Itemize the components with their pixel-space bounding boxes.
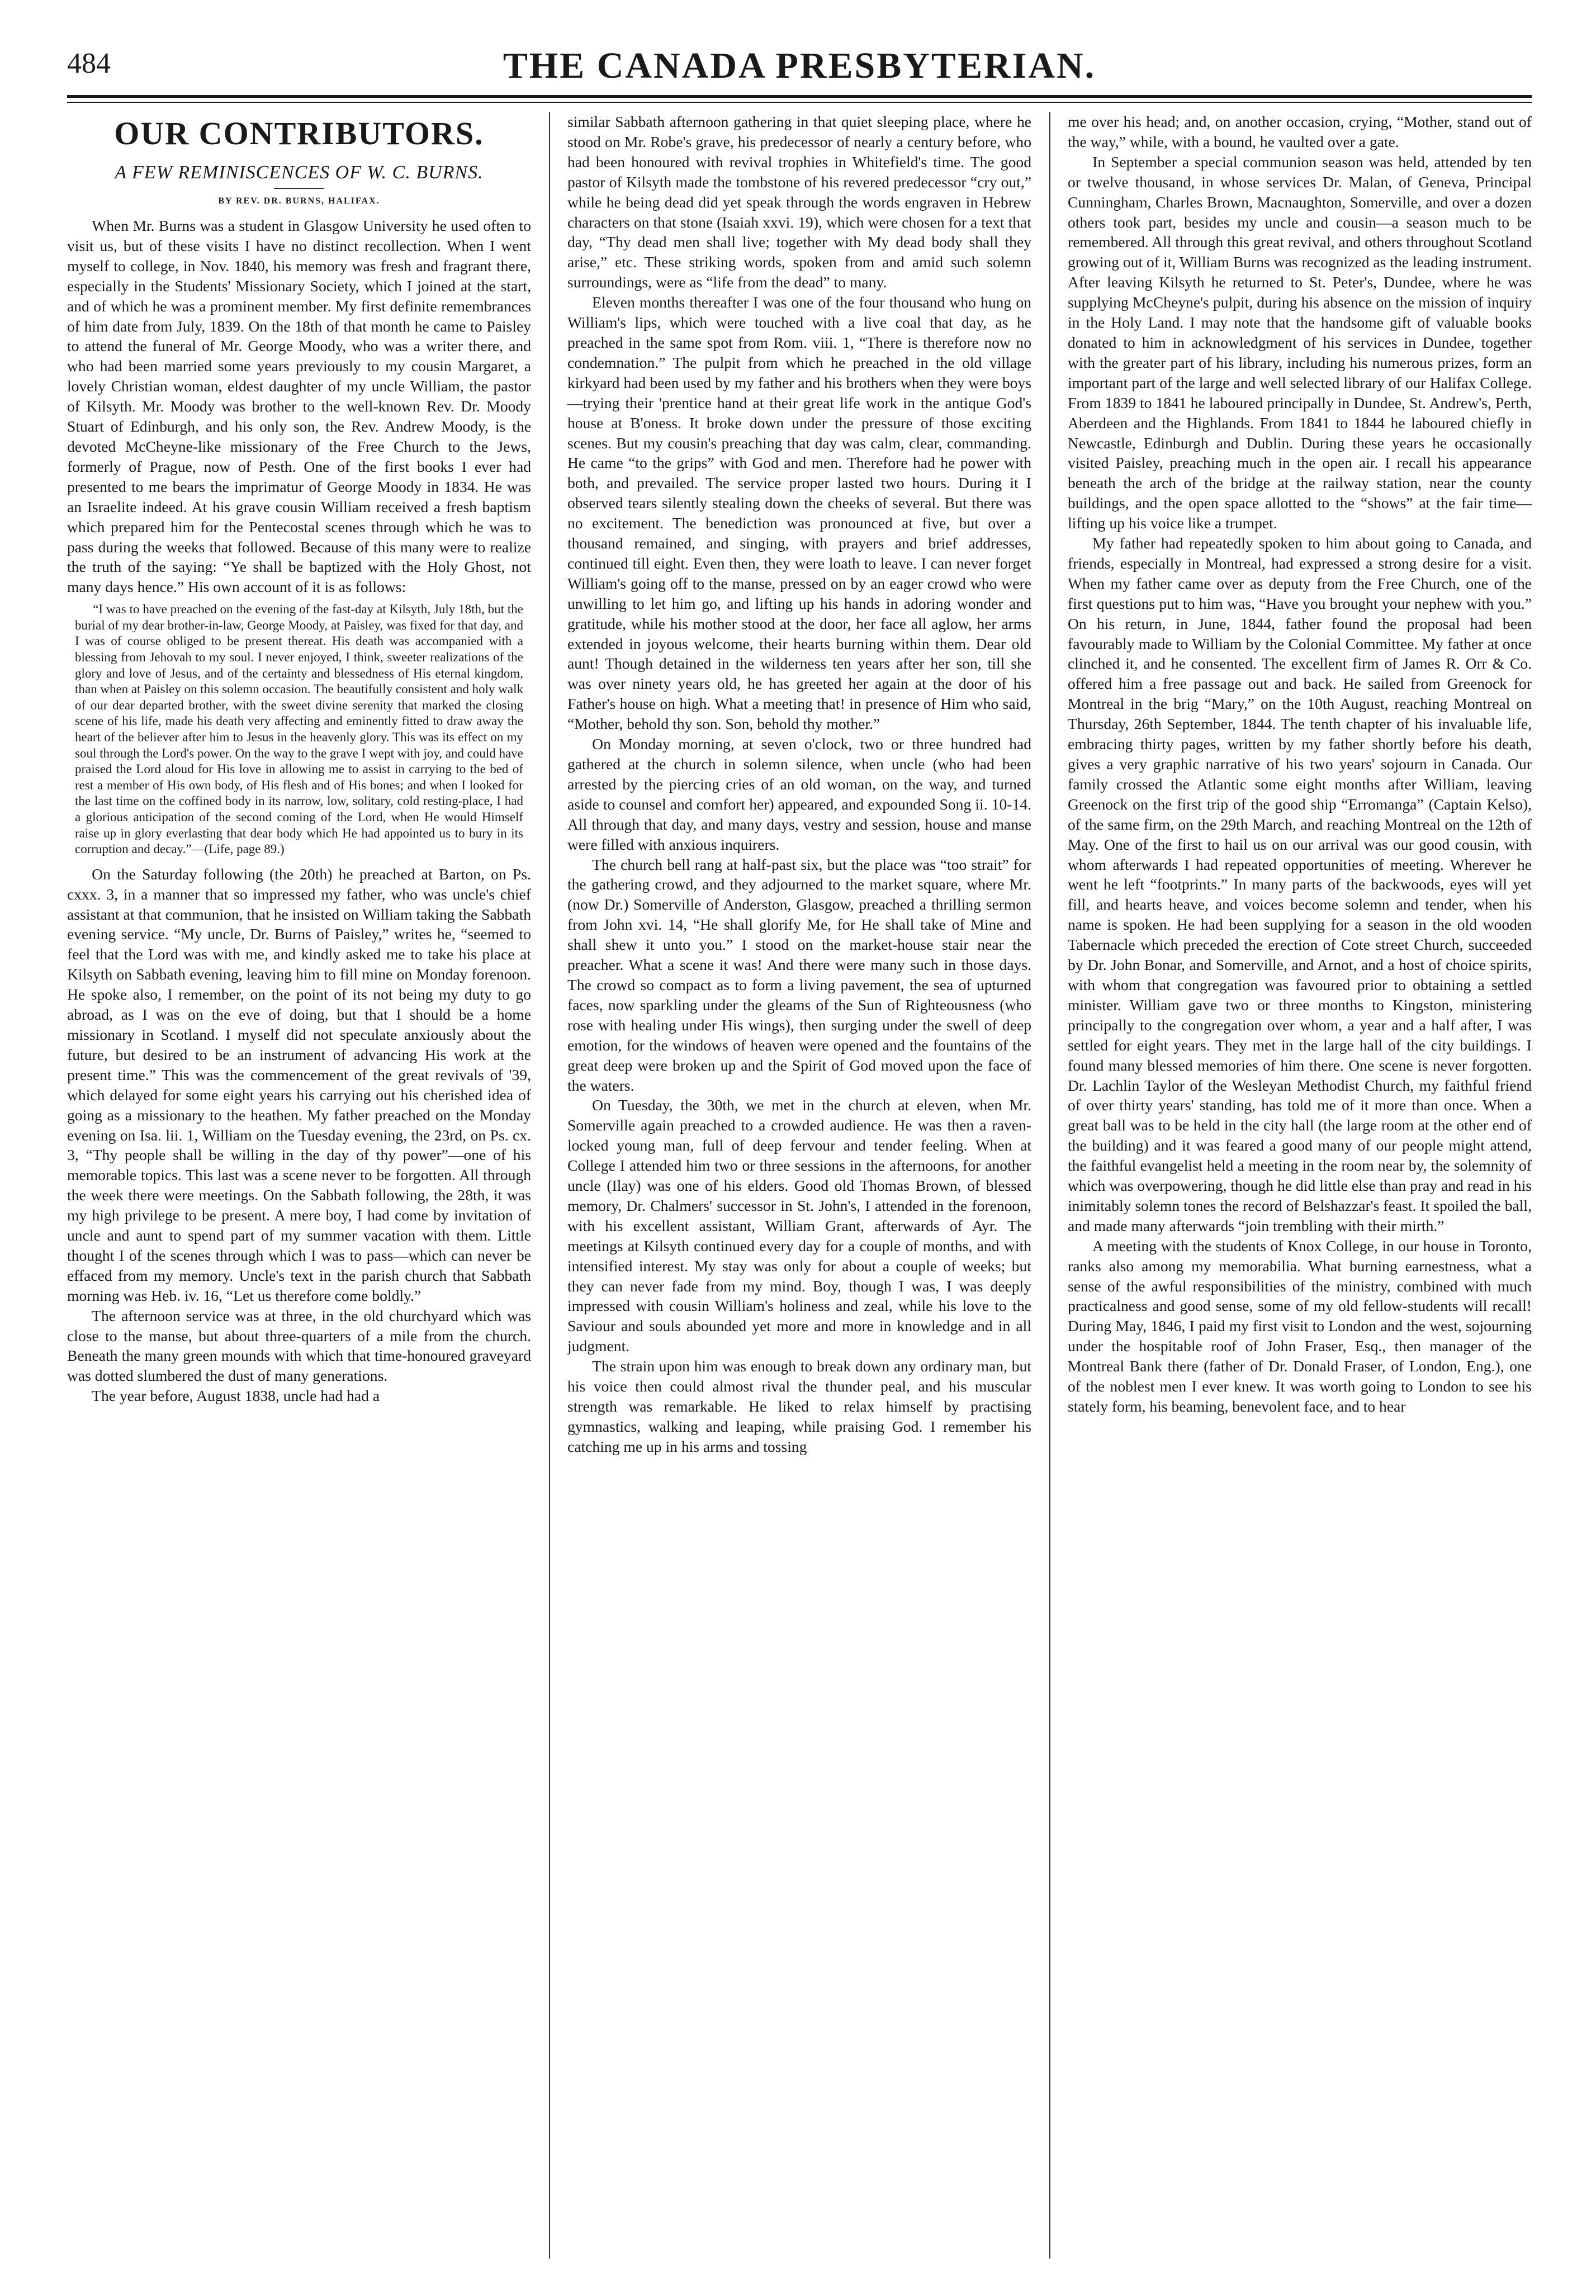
header-rule bbox=[67, 95, 1532, 98]
column-divider bbox=[1049, 112, 1050, 2259]
section-heading: OUR CONTRIBUTORS. bbox=[114, 115, 484, 152]
header-rule-thin bbox=[67, 102, 1532, 103]
paragraph: A meeting with the students of Knox College, in our house in Toronto, ranks also among my memorabilia. What burning earnestness, what a sense of the awful responsibilities of the ministry, combined with much practicalness and good sense, some of my old fellow-students will recall! During May, 1846, I paid my first visit to London and the west, sojourning under the hospitable roof of John Fraser, Esq., then manager of the Montreal Bank there (father of Dr. Donald Fraser, of London, Eng.), one of the noblest men I ever knew. It was worth going to London to see his stately form, his beaming, benevolent face, and to hear bbox=[1068, 1237, 1532, 1415]
article-title: A FEW REMINISCENCES OF W. C. BURNS. bbox=[115, 162, 484, 183]
paragraph: The afternoon service was at three, in the old churchyard which was close to the manse, but about three-quarters of a mile from the church. Beneath the many green mounds with which that time-honoured graveyard was dotted slumbered the dust of many generations. bbox=[67, 1306, 531, 1385]
column-body bbox=[1068, 112, 1532, 1417]
column-divider bbox=[549, 112, 550, 2259]
column-body bbox=[67, 216, 531, 1406]
article-byline: BY REV. DR. BURNS, HALIFAX. bbox=[218, 196, 380, 206]
title-divider bbox=[274, 188, 324, 189]
text-column-3 bbox=[1068, 112, 1532, 2270]
block-quote: “I was to have preached on the evening of the fast-day at Kilsyth, July 18th, but the burial of my dear brother-in-law, George Moody, at Paisley, was fixed for that day, and I was of course obliged to be present thereat. His death was accompanied with a blessing from Jehovah to my soul. I never enjoyed, I think, sweeter realizations of the glory and love of Jesus, and of the certainty and blessedness of His eternal kingdom, than when at Paisley on this solemn occasion. The beautifully consistent and holy walk of our dear departed brother, with the sweet divine serenity that marked the closing scene of his life, made his death very affecting and eminently fitted to draw away the heart of the believer after him to Jesus in the heavenly glory. This was its effect on my soul through the Lord's power. On the way to the grave I wept with joy, and could have praised the Lord aloud for His love in allowing me to assist in carrying to the bed of rest a member of His own body, of His flesh and of His bones; and when I looked for the last time on the coffined body in its narrow, low, solitary, cold resting-place, I had a glorious anticipation of the second coming of the Lord, when He would Himself raise up in glory everlasting that dear body which He had appointed us to bury in its corruption and decay.”—(Life, page 89.) bbox=[75, 602, 523, 856]
paragraph: The year before, August 1838, uncle had had a bbox=[92, 1387, 380, 1405]
paragraph: On Tuesday, the 30th, we met in the church at eleven, when Mr. Somerville again preached to a crowded audience. He was then a raven-locked young man, full of deep fervour and tender feeling. When at College I attended him two or three sessions in the afternoons, for another uncle (Ilay) was one of his elders. Good old Thomas Brown, of blessed memory, Dr. Chalmers' successor in St. John's, I attended in the forenoon, with his excellent assistant, William Grant, afterwards of Ayr. The meetings at Kilsyth continued every day for a couple of months, and with intensified interest. My stay was only for about a couple of weeks; but they can never fade from my mind. Boy, though I was, I was deeply impressed with cousin William's holiness and zeal, while his love to the Saviour and souls abounded yet more and more in knowledge and in all judgment. bbox=[567, 1096, 1031, 1355]
text-column-1 bbox=[67, 112, 531, 2270]
paragraph: The church bell rang at half-past six, but the place was “too strait” for the gathering crowd, and they adjourned to the market square, where Mr. (now Dr.) Somerville of Anderston, Glasgow, preached a thrilling sermon from John xvi. 14, “He shall glorify Me, for He shall take of Mine and shall shew it unto you.” I stood on the market-house stair near the preacher. What a scene it was! And there were many such in those days. The crowd so compact as to form a living pavement, the sea of upturned faces, now sparkling under the gleams of the Sun of Righteousness (who rose with healing under His wings), then surging under the swell of deep emotion, for the windows of heaven were opened and the fountains of the great deep were broken up and the Spirit of God moved upon the face of the waters. bbox=[567, 855, 1031, 1094]
paragraph: When Mr. Burns was a student in Glasgow University he used often to visit us, but of these visits I have no distinct recollection. When I went myself to college, in Nov. 1840, his memory was fresh and fragrant there, especially in the Students' Missionary Society, which I joined at the start, and of which he was a prominent member. My first definite remembrances of him date from July, 1839. On the 18th of that month he came to Paisley to attend the funeral of Mr. George Moody, who was a writer there, and who had been married some years previously to my cousin Margaret, a lovely Christian woman, eldest daughter of my uncle William, the pastor of Kilsyth. Mr. Moody was brother to the well-known Rev. Dr. Moody Stuart of Edinburgh, and his only son, the Rev. Andrew Moody, is the devoted McCheyne-like missionary of the Free Church to the Jews, formerly of Prague, now of Pesth. One of the first books I ever had presented to me bears the imprimatur of George Moody in 1834. He was an Israelite indeed. At his grave cousin William received a fresh baptism which prepared him for the Pentecostal scenes through which he was to pass during the weeks that followed. Because of this many were to realize the truth of the saying: “Ye shall be baptized with the Holy Ghost, not many days hence.” His own account of it is as follows: bbox=[67, 217, 531, 596]
column-body bbox=[567, 112, 1031, 1457]
page-number: 484 bbox=[67, 48, 111, 79]
paragraph: similar Sabbath afternoon gathering in that quiet sleeping place, where he stood on Mr. Robe's grave, his predecessor of nearly a century before, who had been honoured with revival trophies in Whitefield's time. The good pastor of Kilsyth made the tombstone of his revered predecessor “cry out,” while he being dead did yet speak through the words engraven in Hebrew characters on that stone (Isaiah xxvi. 19), which were chosen for a text that day, “Thy dead men shall live; together with My dead body shall they arise,” etc. These striking words, spoken from and amid such solemn surroundings, were as “life from the dead” to many. bbox=[567, 113, 1031, 291]
text-column-2 bbox=[567, 112, 1031, 2270]
paragraph: My father had repeatedly spoken to him about going to Canada, and friends, especially in Montreal, had expressed a strong desire for a visit. When my father came over as deputy from the Free Church, one of the first questions put to him was, “Have you brought your nephew with you.” On his return, in June, 1844, father found the proposal had been favourably made to William by the Colonial Committee. My father at once clinched it, and he consented. The excellent firm of James R. Orr & Co. offered him a free passage out and back. He sailed from Greenock for Montreal in the brig “Mary,” on the 10th August, reaching Montreal on Thursday, 26th September, 1844. The tenth chapter of his invaluable life, embracing thirty pages, written by my father shortly before his death, gives a very graphic narrative of his two years' sojourn in Canada. Our family crossed the Atlantic some eight months after William, leaving Greenock on the first trip of the good ship “Erromanga” (Captain Kelso), of the same firm, on the 29th March, and reaching Montreal on the 12th of May. One of the first to hail us on our arrival was our good cousin, with whom afterwards I had repeated opportunities of meeting. Wherever he went he left “footprints.” In many parts of the backwoods, eyes will yet fill, and hearts heave, and voices become solemn and tender, when his name is spoken. He had been supplying for a season in the old wooden Tabernacle which preceded the erection of Cote street Church, succeeded by Dr. John Bonar, and Somerville, and Arnot, and a host of choice spirits, with whom that congregation was favoured prior to obtaining a settled minister. William gave two or three months to Kingston, ministering principally to the congregation over whom, a year and a half after, I was settled for eight years. They met in the large hall of the city buildings. I found many blessed memories of him there. One scene is never forgotten. Dr. Lachlin Taylor of the Wesleyan Methodist Church, my faithful friend of over thirty years' standing, has told me of it more than once. When a great ball was to be held in the city hall (the large room at the other end of the building) and it was feared a good many of our people might attend, the faithful evangelist held a meeting in the room near by, the solemnity of which was overpowering, though he did little else than pray and read in his inimitably solemn tones the record of Belshazzar's feast. It spoiled the ball, and made many afterwards “join trembling with their mirth.” bbox=[1068, 534, 1532, 1234]
masthead bbox=[67, 39, 1532, 101]
paragraph: Eleven months thereafter I was one of the four thousand who hung on William's lips, which were touched with a live coal that day, as he preached in the same spot from Rom. viii. 1, “There is therefore now no condemnation.” The pulpit from which he preached in the old village kirkyard had been used by my father and his brothers when they were boys—trying their 'prentice hand at their great life work in the antique God's house at B'oness. It broke down under the pressure of those exciting scenes. But my cousin's preaching that day was calm, clear, commanding. He came “to the grips” with God and men. Therefore had he power with both, and prevailed. The service proper lasted two hours. During it I observed tears silently stealing down the cheeks of several. But there was no excitement. The benediction was pronounced at five, but over a thousand remained, and singing, with prayers and brief addresses, continued till eight. Even then, they were loath to leave. I can never forget William's going off to the manse, pressed on by an eager crowd who were unwilling to let him go, and lifting up his hands in adoring wonder and gratitude, while his mother stood at the door, her face all aglow, her arms extended in joyous welcome, their hearts burning within them. Dear old aunt! Though detained in the wilderness ten years after her son, till she was over ninety years old, he has greeted her again at the door of his Father's house on high. What a meeting that! in presence of Him who said, “Mother, behold thy son. Son, behold thy mother.” bbox=[567, 293, 1031, 733]
paragraph: In September a special communion season was held, attended by ten or twelve thousand, in whose services Dr. Malan, of Geneva, Principal Cunningham, Charles Brown, Macnaughton, Somerville, and over a dozen others took part, besides my uncle and cousin—a season much to be remembered. All through this great revival, and others throughout Scotland growing out of it, William Burns was recognized as the leading instrument. After leaving Kilsyth he returned to St. Peter's, Dundee, where he was supplying McCheyne's pulpit, during his absence on the mission of inquiry in the Holy Land. I may note that the handsome gift of valuable books donated to him in acknowledgment of his services in Dundee, together with the greater part of his library, including his numerous prizes, form an important part of the large and well selected library of our Halifax College. From 1839 to 1841 he laboured principally in Dundee, St. Andrew's, Perth, Aberdeen and the Highlands. From 1841 to 1844 he laboured chiefly in Newcastle, Edinburgh and Dublin. During these years he occasionally visited Paisley, preaching much in the open air. I recall his appearance beneath the arch of the bridge at the railway station, near the county buildings, and the open space allotted to the “shows” at the fair time—lifting up his voice like a trumpet. bbox=[1068, 153, 1532, 532]
paragraph: On the Saturday following (the 20th) he preached at Barton, on Ps. cxxx. 3, in a manner that so impressed my father, who was uncle's chief assistant at that communion, that he insisted on William taking the Sabbath evening service. “My uncle, Dr. Burns of Paisley,” writes he, “seemed to feel that the Lord was with me, and kindly asked me to take his place at Kilsyth on Sabbath evening, leaving him to fill mine on Monday forenoon. He spoke also, I remember, on the point of its not being my duty to go abroad, as I was on the eve of doing, but that I should be a home missionary in Scotland. I myself did not speculate anxiously about the future, but desired to be an instrument of advancing His work at the present time.” This was the commencement of the great revivals of '39, which delayed for some eight years his carrying out his cherished idea of going as a missionary to the heathen. My father preached on the Monday evening on Isa. lii. 1, William on the Tuesday evening, the 23rd, on Ps. cx. 3, “Thy people shall be willing in the day of thy power”—one of his memorable topics. This last was a scene never to be forgotten. All through the week there were meetings. On the Sabbath following, the 28th, it was my high privilege to be present. A mere boy, I had come by invitation of uncle and aunt to spend part of my summer vacation with them. Little thought I of the scenes through which I was to pass—which can never be effaced from my memory. Uncle's text in the parish church that Sabbath morning was Heb. iv. 16, “Let us therefore come boldly.” bbox=[67, 865, 531, 1304]
paragraph: The strain upon him was enough to break down any ordinary man, but his voice then could almost rival the thunder peal, and his muscular strength was remarkable. He liked to relax himself by practising gymnastics, walking and leaping, while praising God. I remember his catching me up in his arms and tossing bbox=[567, 1357, 1031, 1455]
journal-title: THE CANADA PRESBYTERIAN. bbox=[503, 45, 1096, 86]
paragraph: On Monday morning, at seven o'clock, two or three hundred had gathered at the church in solemn silence, when uncle (who had been arrested by the piercing cries of an old woman, on the way, and turned aside to counsel and comfort her) appeared, and expounded Song ii. 10-14. All through that day, and many days, vestry and session, house and manse were filled with anxious inquirers. bbox=[567, 735, 1031, 853]
paragraph: me over his head; and, on another occasion, crying, “Mother, stand out of the way,” while, with a bound, he vaulted over a gate. bbox=[1068, 113, 1532, 150]
